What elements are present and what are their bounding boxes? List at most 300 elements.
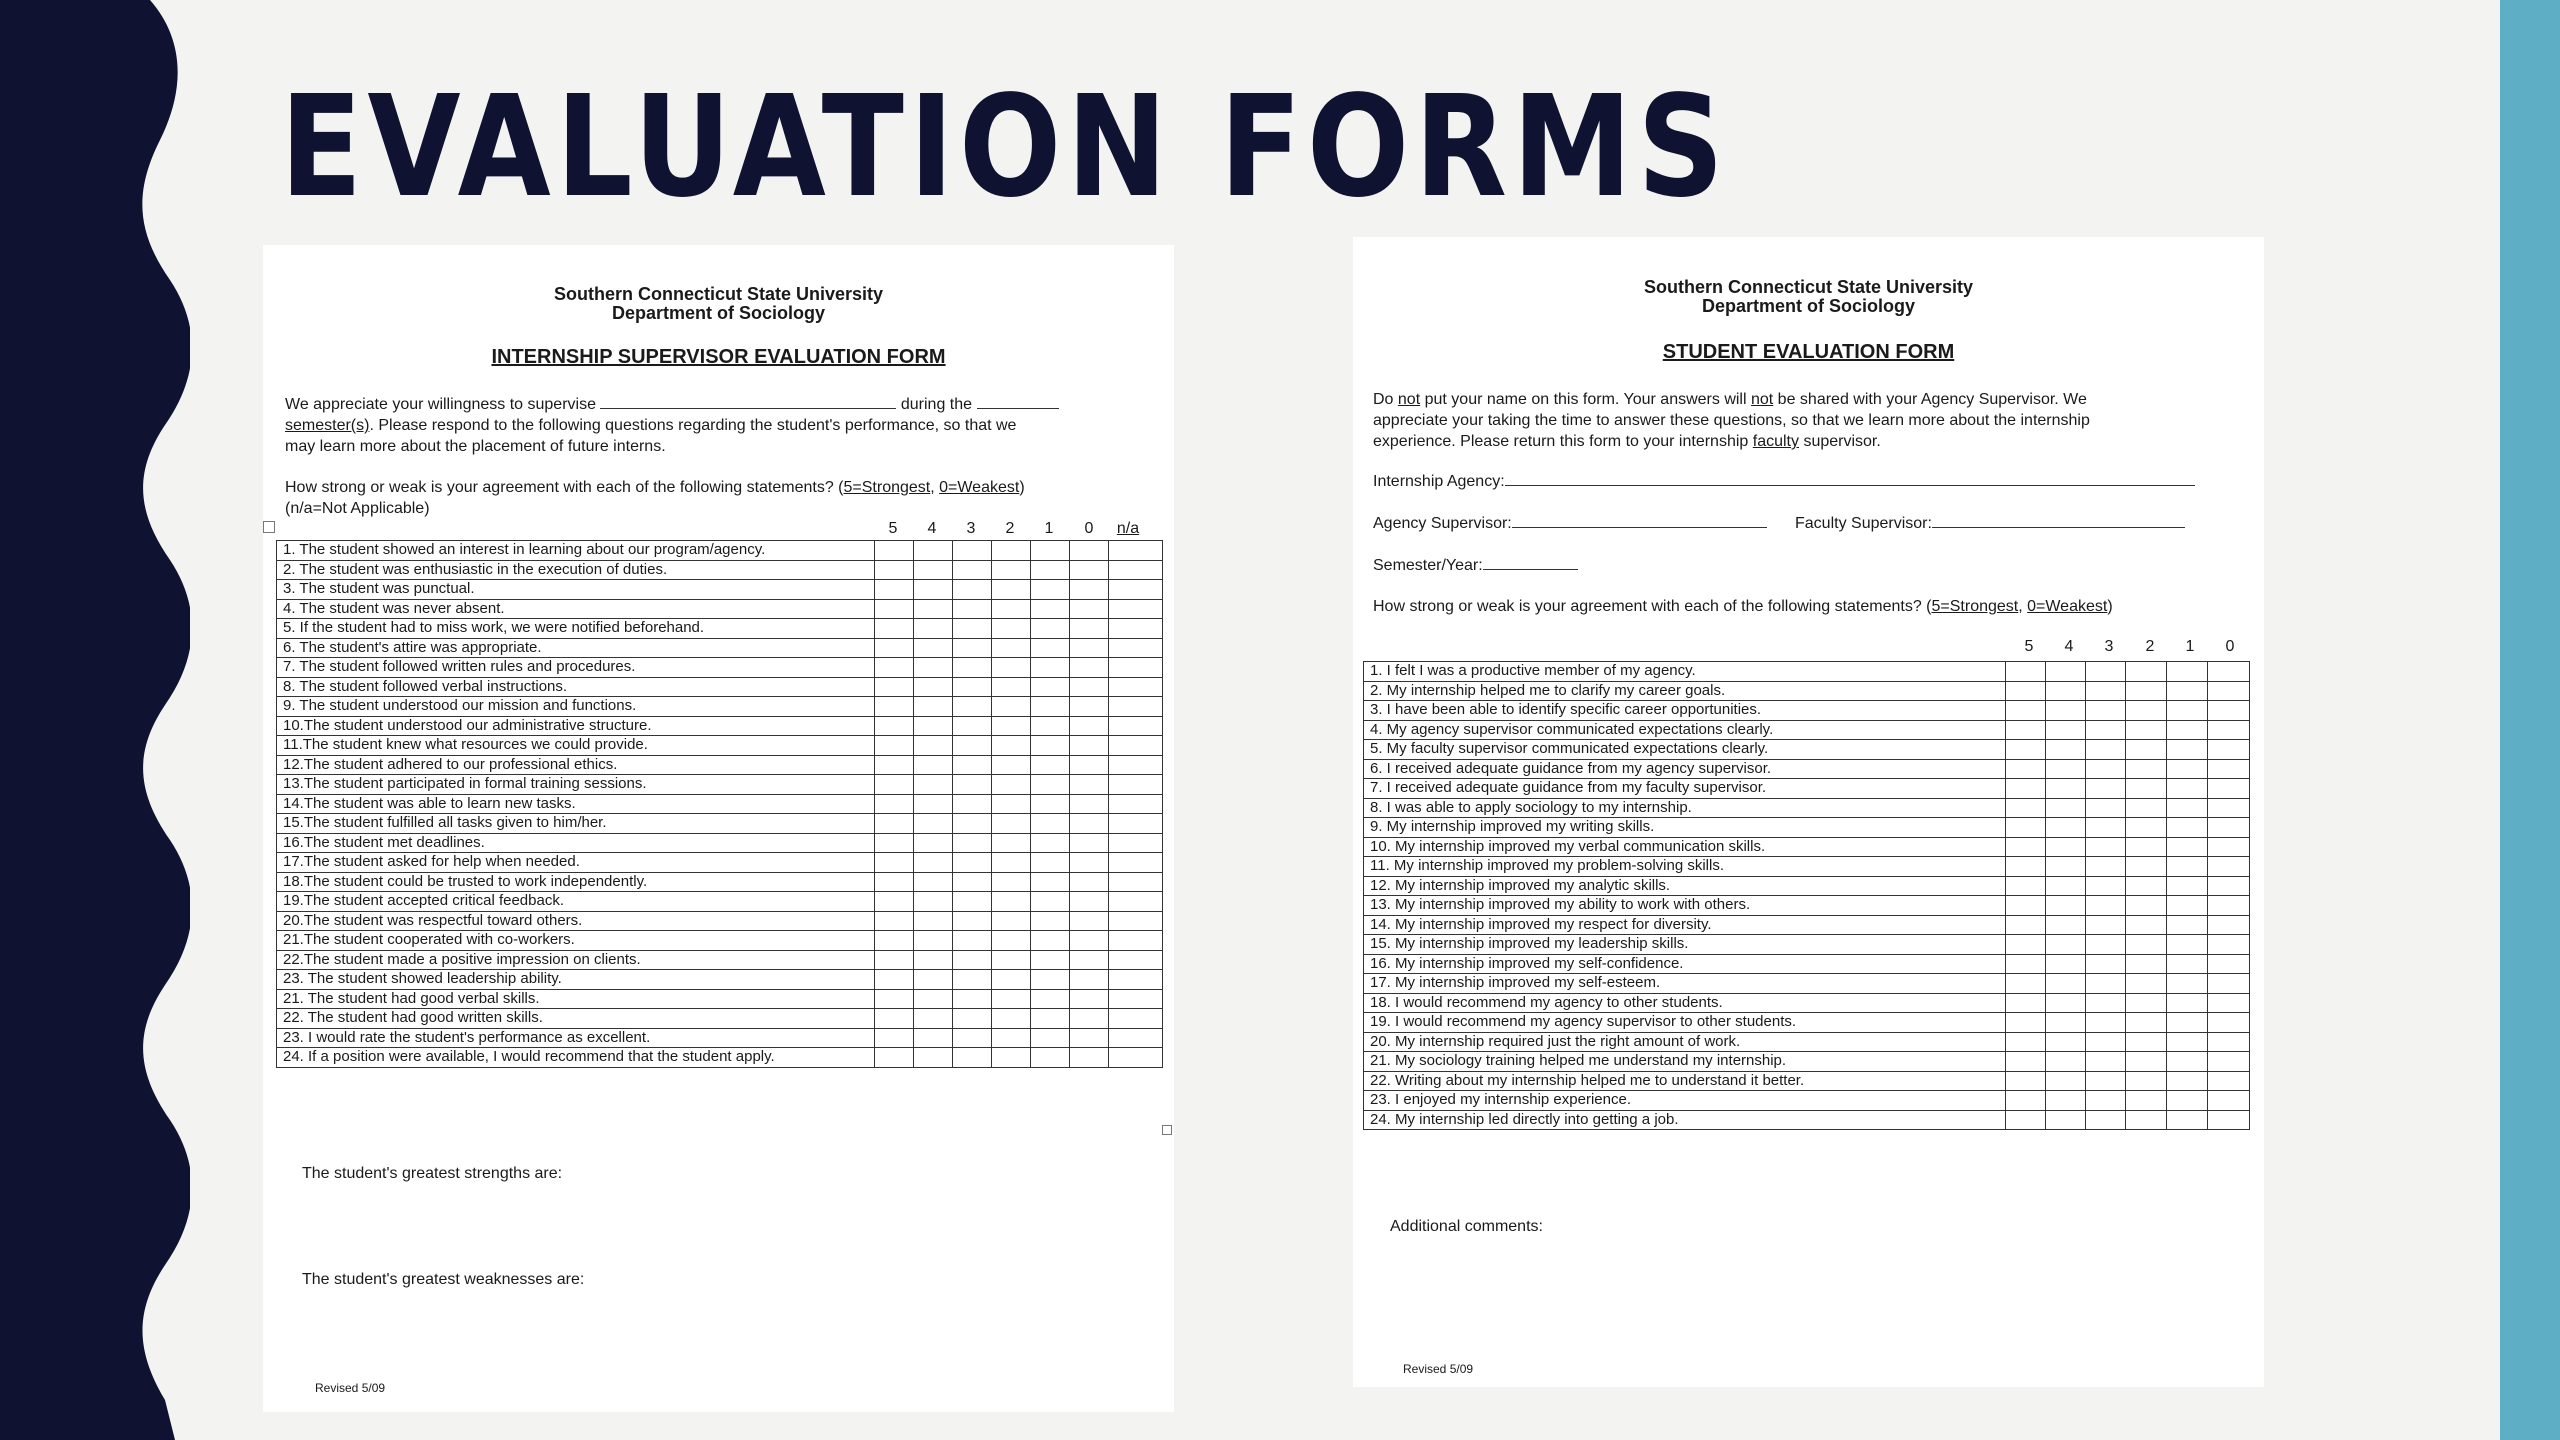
rating-cell[interactable] — [2208, 1091, 2250, 1111]
rating-cell[interactable] — [2126, 993, 2167, 1013]
rating-cell[interactable] — [1109, 853, 1163, 873]
rating-cell[interactable] — [1070, 619, 1109, 639]
rating-cell[interactable] — [875, 619, 914, 639]
rating-cell[interactable] — [2006, 1110, 2046, 1130]
rating-cell[interactable] — [953, 755, 992, 775]
rating-cell[interactable] — [2006, 837, 2046, 857]
rating-cell[interactable] — [2208, 857, 2250, 877]
rating-cell[interactable] — [875, 970, 914, 990]
rating-cell[interactable] — [953, 619, 992, 639]
rating-cell[interactable] — [2126, 1032, 2167, 1052]
rating-cell[interactable] — [1109, 970, 1163, 990]
rating-cell[interactable] — [2046, 935, 2086, 955]
rating-cell[interactable] — [914, 853, 953, 873]
rating-cell[interactable] — [2006, 857, 2046, 877]
rating-cell[interactable] — [914, 872, 953, 892]
rating-cell[interactable] — [953, 989, 992, 1009]
rating-cell[interactable] — [2086, 954, 2126, 974]
rating-cell[interactable] — [953, 1009, 992, 1029]
rating-cell[interactable] — [992, 833, 1031, 853]
rating-cell[interactable] — [2086, 993, 2126, 1013]
rating-cell[interactable] — [914, 1048, 953, 1068]
rating-cell[interactable] — [2208, 935, 2250, 955]
rating-cell[interactable] — [2086, 1032, 2126, 1052]
rating-cell[interactable] — [2046, 1052, 2086, 1072]
rating-cell[interactable] — [914, 892, 953, 912]
rating-cell[interactable] — [992, 931, 1031, 951]
rating-cell[interactable] — [992, 950, 1031, 970]
rating-cell[interactable] — [2208, 681, 2250, 701]
rating-cell[interactable] — [1070, 872, 1109, 892]
rating-cell[interactable] — [1109, 814, 1163, 834]
rating-cell[interactable] — [992, 716, 1031, 736]
rating-cell[interactable] — [2046, 1110, 2086, 1130]
rating-cell[interactable] — [2046, 662, 2086, 682]
rating-cell[interactable] — [914, 950, 953, 970]
rating-cell[interactable] — [1070, 580, 1109, 600]
rating-cell[interactable] — [2046, 681, 2086, 701]
rating-cell[interactable] — [992, 541, 1031, 561]
rating-cell[interactable] — [875, 541, 914, 561]
rating-cell[interactable] — [1070, 677, 1109, 697]
rating-cell[interactable] — [2086, 740, 2126, 760]
rating-cell[interactable] — [1031, 970, 1070, 990]
rating-cell[interactable] — [2046, 954, 2086, 974]
rating-cell[interactable] — [2046, 857, 2086, 877]
rating-cell[interactable] — [992, 755, 1031, 775]
rating-cell[interactable] — [1031, 775, 1070, 795]
rating-cell[interactable] — [2046, 1091, 2086, 1111]
rating-cell[interactable] — [2167, 1091, 2208, 1111]
rating-cell[interactable] — [2208, 1052, 2250, 1072]
rating-cell[interactable] — [1109, 911, 1163, 931]
rating-cell[interactable] — [992, 892, 1031, 912]
rating-cell[interactable] — [1031, 1028, 1070, 1048]
rating-cell[interactable] — [2046, 720, 2086, 740]
rating-cell[interactable] — [992, 1048, 1031, 1068]
rating-cell[interactable] — [2126, 681, 2167, 701]
semester-year-field[interactable]: Semester/Year: — [1373, 555, 1578, 575]
rating-cell[interactable] — [1070, 541, 1109, 561]
rating-cell[interactable] — [992, 560, 1031, 580]
rating-cell[interactable] — [953, 931, 992, 951]
rating-cell[interactable] — [875, 755, 914, 775]
rating-cell[interactable] — [1031, 872, 1070, 892]
rating-cell[interactable] — [2006, 876, 2046, 896]
rating-cell[interactable] — [953, 560, 992, 580]
rating-cell[interactable] — [1109, 931, 1163, 951]
rating-cell[interactable] — [2208, 1013, 2250, 1033]
rating-cell[interactable] — [2086, 876, 2126, 896]
rating-cell[interactable] — [2086, 857, 2126, 877]
rating-cell[interactable] — [2006, 720, 2046, 740]
rating-cell[interactable] — [953, 950, 992, 970]
faculty-supervisor-field[interactable]: Faculty Supervisor: — [1795, 513, 2185, 533]
rating-cell[interactable] — [1031, 716, 1070, 736]
agency-supervisor-field[interactable]: Agency Supervisor: — [1373, 513, 1767, 533]
rating-cell[interactable] — [2167, 1013, 2208, 1033]
rating-cell[interactable] — [992, 989, 1031, 1009]
rating-cell[interactable] — [2126, 818, 2167, 838]
rating-cell[interactable] — [2086, 720, 2126, 740]
rating-cell[interactable] — [2126, 779, 2167, 799]
rating-cell[interactable] — [2126, 1013, 2167, 1033]
rating-cell[interactable] — [914, 560, 953, 580]
rating-cell[interactable] — [953, 599, 992, 619]
rating-cell[interactable] — [2006, 1071, 2046, 1091]
rating-cell[interactable] — [2167, 837, 2208, 857]
rating-cell[interactable] — [2046, 915, 2086, 935]
rating-cell[interactable] — [1109, 950, 1163, 970]
rating-cell[interactable] — [2086, 759, 2126, 779]
rating-cell[interactable] — [875, 833, 914, 853]
rating-cell[interactable] — [2006, 779, 2046, 799]
rating-cell[interactable] — [2126, 1052, 2167, 1072]
rating-cell[interactable] — [875, 638, 914, 658]
rating-cell[interactable] — [2167, 857, 2208, 877]
rating-cell[interactable] — [2086, 1091, 2126, 1111]
rating-cell[interactable] — [992, 658, 1031, 678]
rating-cell[interactable] — [953, 580, 992, 600]
rating-cell[interactable] — [2046, 701, 2086, 721]
rating-cell[interactable] — [2208, 662, 2250, 682]
rating-cell[interactable] — [914, 599, 953, 619]
rating-cell[interactable] — [1070, 989, 1109, 1009]
rating-cell[interactable] — [914, 833, 953, 853]
rating-cell[interactable] — [992, 638, 1031, 658]
rating-cell[interactable] — [953, 1028, 992, 1048]
rating-cell[interactable] — [1070, 970, 1109, 990]
rating-cell[interactable] — [914, 677, 953, 697]
rating-cell[interactable] — [1070, 736, 1109, 756]
rating-cell[interactable] — [953, 833, 992, 853]
rating-cell[interactable] — [1070, 716, 1109, 736]
rating-cell[interactable] — [2086, 798, 2126, 818]
rating-cell[interactable] — [2167, 740, 2208, 760]
rating-cell[interactable] — [1070, 950, 1109, 970]
rating-cell[interactable] — [953, 872, 992, 892]
rating-cell[interactable] — [2167, 896, 2208, 916]
rating-cell[interactable] — [1031, 814, 1070, 834]
rating-cell[interactable] — [1109, 560, 1163, 580]
rating-cell[interactable] — [875, 814, 914, 834]
rating-cell[interactable] — [953, 775, 992, 795]
rating-cell[interactable] — [2006, 1013, 2046, 1033]
rating-cell[interactable] — [2046, 740, 2086, 760]
rating-cell[interactable] — [1070, 638, 1109, 658]
rating-cell[interactable] — [875, 580, 914, 600]
rating-cell[interactable] — [2167, 818, 2208, 838]
rating-cell[interactable] — [1109, 794, 1163, 814]
rating-cell[interactable] — [875, 794, 914, 814]
rating-cell[interactable] — [953, 658, 992, 678]
rating-cell[interactable] — [1109, 599, 1163, 619]
rating-cell[interactable] — [1109, 892, 1163, 912]
rating-cell[interactable] — [2086, 1071, 2126, 1091]
rating-cell[interactable] — [1031, 794, 1070, 814]
rating-cell[interactable] — [2126, 837, 2167, 857]
rating-cell[interactable] — [2167, 1110, 2208, 1130]
rating-cell[interactable] — [2006, 681, 2046, 701]
rating-cell[interactable] — [953, 638, 992, 658]
rating-cell[interactable] — [2086, 935, 2126, 955]
rating-cell[interactable] — [875, 1009, 914, 1029]
rating-cell[interactable] — [2086, 915, 2126, 935]
rating-cell[interactable] — [953, 697, 992, 717]
rating-cell[interactable] — [2167, 1032, 2208, 1052]
rating-cell[interactable] — [1109, 658, 1163, 678]
rating-cell[interactable] — [1031, 541, 1070, 561]
rating-cell[interactable] — [2208, 974, 2250, 994]
rating-cell[interactable] — [1070, 911, 1109, 931]
rating-cell[interactable] — [1070, 931, 1109, 951]
rating-cell[interactable] — [2006, 1052, 2046, 1072]
rating-cell[interactable] — [914, 931, 953, 951]
rating-cell[interactable] — [2208, 915, 2250, 935]
rating-cell[interactable] — [2167, 915, 2208, 935]
rating-cell[interactable] — [1109, 716, 1163, 736]
rating-cell[interactable] — [992, 580, 1031, 600]
rating-cell[interactable] — [1109, 541, 1163, 561]
rating-cell[interactable] — [2126, 1071, 2167, 1091]
rating-cell[interactable] — [1109, 989, 1163, 1009]
rating-cell[interactable] — [2006, 1091, 2046, 1111]
rating-cell[interactable] — [875, 736, 914, 756]
rating-cell[interactable] — [2167, 798, 2208, 818]
rating-cell[interactable] — [953, 794, 992, 814]
rating-cell[interactable] — [1031, 736, 1070, 756]
rating-cell[interactable] — [1109, 677, 1163, 697]
rating-cell[interactable] — [953, 892, 992, 912]
rating-cell[interactable] — [1070, 1009, 1109, 1029]
rating-cell[interactable] — [2126, 662, 2167, 682]
rating-cell[interactable] — [1109, 580, 1163, 600]
rating-cell[interactable] — [1109, 1048, 1163, 1068]
rating-cell[interactable] — [2167, 1071, 2208, 1091]
rating-cell[interactable] — [953, 716, 992, 736]
rating-cell[interactable] — [2208, 1071, 2250, 1091]
rating-cell[interactable] — [1070, 892, 1109, 912]
rating-cell[interactable] — [914, 755, 953, 775]
rating-cell[interactable] — [1109, 872, 1163, 892]
rating-cell[interactable] — [875, 989, 914, 1009]
rating-cell[interactable] — [2167, 720, 2208, 740]
rating-cell[interactable] — [992, 911, 1031, 931]
rating-cell[interactable] — [1109, 638, 1163, 658]
internship-agency-field[interactable]: Internship Agency: — [1373, 471, 2195, 491]
rating-cell[interactable] — [2006, 993, 2046, 1013]
rating-cell[interactable] — [875, 1048, 914, 1068]
rating-cell[interactable] — [875, 950, 914, 970]
rating-cell[interactable] — [1031, 697, 1070, 717]
rating-cell[interactable] — [2208, 993, 2250, 1013]
rating-cell[interactable] — [992, 853, 1031, 873]
rating-cell[interactable] — [2086, 662, 2126, 682]
rating-cell[interactable] — [2006, 740, 2046, 760]
rating-cell[interactable] — [953, 853, 992, 873]
rating-cell[interactable] — [875, 716, 914, 736]
rating-cell[interactable] — [1031, 638, 1070, 658]
rating-cell[interactable] — [1070, 853, 1109, 873]
rating-cell[interactable] — [2046, 837, 2086, 857]
rating-cell[interactable] — [1070, 1048, 1109, 1068]
rating-cell[interactable] — [2006, 1032, 2046, 1052]
rating-cell[interactable] — [2046, 1071, 2086, 1091]
rating-cell[interactable] — [1070, 755, 1109, 775]
rating-cell[interactable] — [2086, 896, 2126, 916]
rating-cell[interactable] — [1070, 1028, 1109, 1048]
rating-cell[interactable] — [914, 970, 953, 990]
rating-cell[interactable] — [1031, 989, 1070, 1009]
rating-cell[interactable] — [2126, 896, 2167, 916]
rating-cell[interactable] — [953, 970, 992, 990]
rating-cell[interactable] — [2208, 798, 2250, 818]
rating-cell[interactable] — [2208, 720, 2250, 740]
rating-cell[interactable] — [914, 580, 953, 600]
rating-cell[interactable] — [914, 989, 953, 1009]
rating-cell[interactable] — [992, 697, 1031, 717]
rating-cell[interactable] — [2046, 876, 2086, 896]
rating-cell[interactable] — [2006, 798, 2046, 818]
rating-cell[interactable] — [2208, 701, 2250, 721]
rating-cell[interactable] — [2046, 818, 2086, 838]
rating-cell[interactable] — [1031, 677, 1070, 697]
rating-cell[interactable] — [875, 599, 914, 619]
rating-cell[interactable] — [1109, 619, 1163, 639]
rating-cell[interactable] — [2126, 876, 2167, 896]
rating-cell[interactable] — [2167, 681, 2208, 701]
rating-cell[interactable] — [2167, 779, 2208, 799]
rating-cell[interactable] — [2167, 993, 2208, 1013]
rating-cell[interactable] — [875, 677, 914, 697]
rating-cell[interactable] — [1031, 1048, 1070, 1068]
rating-cell[interactable] — [875, 658, 914, 678]
rating-cell[interactable] — [875, 697, 914, 717]
rating-cell[interactable] — [914, 814, 953, 834]
rating-cell[interactable] — [2086, 818, 2126, 838]
rating-cell[interactable] — [875, 1028, 914, 1048]
rating-cell[interactable] — [2167, 1052, 2208, 1072]
rating-cell[interactable] — [2167, 876, 2208, 896]
rating-cell[interactable] — [2006, 818, 2046, 838]
rating-cell[interactable] — [2126, 798, 2167, 818]
rating-cell[interactable] — [953, 541, 992, 561]
rating-cell[interactable] — [992, 736, 1031, 756]
rating-cell[interactable] — [2167, 954, 2208, 974]
rating-cell[interactable] — [875, 892, 914, 912]
rating-cell[interactable] — [1070, 560, 1109, 580]
rating-cell[interactable] — [1070, 794, 1109, 814]
rating-cell[interactable] — [1031, 931, 1070, 951]
rating-cell[interactable] — [2126, 701, 2167, 721]
rating-cell[interactable] — [953, 677, 992, 697]
rating-cell[interactable] — [914, 1009, 953, 1029]
rating-cell[interactable] — [992, 814, 1031, 834]
rating-cell[interactable] — [1070, 775, 1109, 795]
rating-cell[interactable] — [992, 794, 1031, 814]
rating-cell[interactable] — [2006, 954, 2046, 974]
rating-cell[interactable] — [2208, 818, 2250, 838]
rating-cell[interactable] — [914, 794, 953, 814]
rating-cell[interactable] — [914, 638, 953, 658]
rating-cell[interactable] — [2046, 1013, 2086, 1033]
rating-cell[interactable] — [1031, 755, 1070, 775]
rating-cell[interactable] — [992, 1009, 1031, 1029]
rating-cell[interactable] — [2167, 935, 2208, 955]
rating-cell[interactable] — [992, 1028, 1031, 1048]
rating-cell[interactable] — [2208, 759, 2250, 779]
rating-cell[interactable] — [2046, 759, 2086, 779]
rating-cell[interactable] — [2126, 1091, 2167, 1111]
rating-cell[interactable] — [1109, 1028, 1163, 1048]
rating-cell[interactable] — [2208, 837, 2250, 857]
rating-cell[interactable] — [1031, 853, 1070, 873]
rating-cell[interactable] — [1109, 736, 1163, 756]
rating-cell[interactable] — [914, 911, 953, 931]
rating-cell[interactable] — [2167, 974, 2208, 994]
rating-cell[interactable] — [1109, 755, 1163, 775]
rating-cell[interactable] — [2006, 915, 2046, 935]
rating-cell[interactable] — [1070, 599, 1109, 619]
rating-cell[interactable] — [2046, 896, 2086, 916]
rating-cell[interactable] — [992, 775, 1031, 795]
rating-cell[interactable] — [875, 853, 914, 873]
rating-cell[interactable] — [2086, 681, 2126, 701]
rating-cell[interactable] — [875, 560, 914, 580]
rating-cell[interactable] — [1031, 560, 1070, 580]
rating-cell[interactable] — [2167, 662, 2208, 682]
rating-cell[interactable] — [1031, 833, 1070, 853]
rating-cell[interactable] — [914, 541, 953, 561]
rating-cell[interactable] — [875, 931, 914, 951]
rating-cell[interactable] — [2167, 701, 2208, 721]
rating-cell[interactable] — [2126, 1110, 2167, 1130]
rating-cell[interactable] — [2006, 662, 2046, 682]
rating-cell[interactable] — [2046, 779, 2086, 799]
rating-cell[interactable] — [1070, 658, 1109, 678]
rating-cell[interactable] — [875, 911, 914, 931]
rating-cell[interactable] — [2126, 857, 2167, 877]
rating-cell[interactable] — [914, 697, 953, 717]
rating-cell[interactable] — [2126, 740, 2167, 760]
rating-cell[interactable] — [2086, 1052, 2126, 1072]
rating-cell[interactable] — [2006, 759, 2046, 779]
rating-cell[interactable] — [1031, 911, 1070, 931]
rating-cell[interactable] — [953, 911, 992, 931]
rating-cell[interactable] — [2208, 1110, 2250, 1130]
rating-cell[interactable] — [1070, 697, 1109, 717]
rating-cell[interactable] — [2006, 701, 2046, 721]
rating-cell[interactable] — [1031, 1009, 1070, 1029]
rating-cell[interactable] — [1031, 599, 1070, 619]
rating-cell[interactable] — [992, 970, 1031, 990]
rating-cell[interactable] — [875, 872, 914, 892]
rating-cell[interactable] — [2086, 974, 2126, 994]
rating-cell[interactable] — [2046, 798, 2086, 818]
rating-cell[interactable] — [2006, 896, 2046, 916]
table-move-handle[interactable] — [263, 521, 275, 533]
rating-cell[interactable] — [1109, 775, 1163, 795]
rating-cell[interactable] — [2046, 1032, 2086, 1052]
rating-cell[interactable] — [2126, 720, 2167, 740]
rating-cell[interactable] — [875, 775, 914, 795]
rating-cell[interactable] — [914, 658, 953, 678]
rating-cell[interactable] — [2046, 974, 2086, 994]
rating-cell[interactable] — [2208, 896, 2250, 916]
rating-cell[interactable] — [1109, 697, 1163, 717]
rating-cell[interactable] — [992, 619, 1031, 639]
rating-cell[interactable] — [2046, 993, 2086, 1013]
